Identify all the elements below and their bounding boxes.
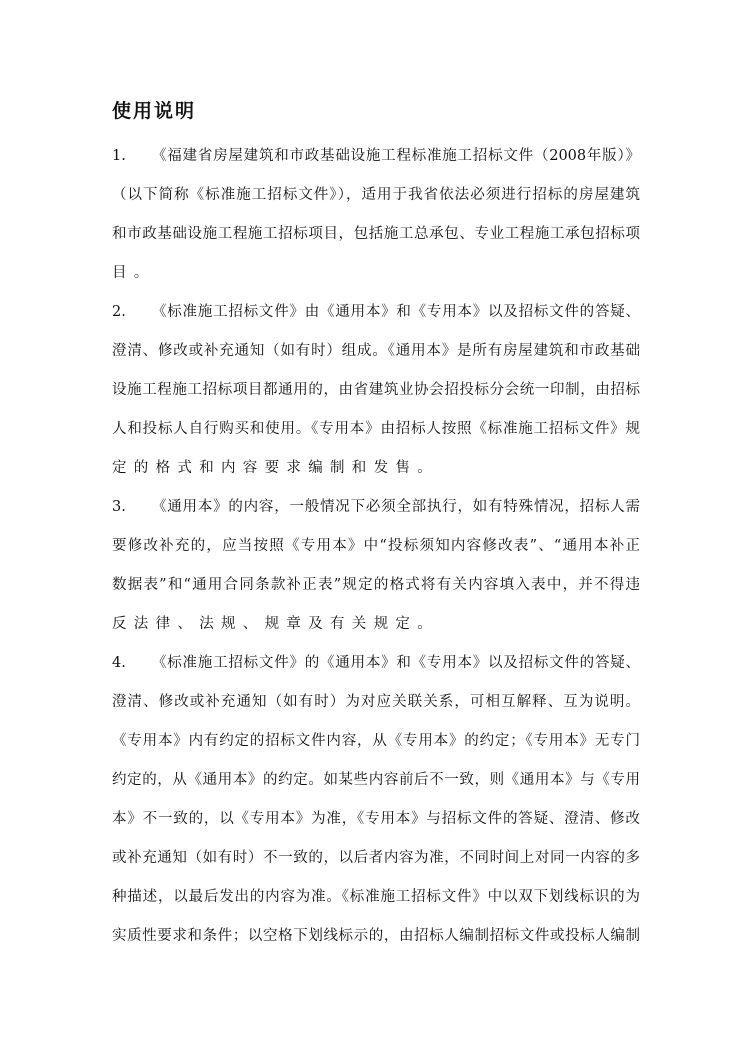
line-text: 《标准施工招标文件》由《通用本》和《专用本》以及招标文件的答疑、 — [152, 304, 640, 320]
paragraph-number: 4. — [112, 655, 126, 671]
line-text: 本》不一致的，以《专用本》为准，《专用本》与招标文件的答疑、澄清、修改 — [112, 811, 640, 827]
line-text: 反法律、法规、规章及有关规定。 — [112, 616, 439, 632]
paragraph-2-line — [112, 340, 640, 362]
paragraph-number: 2. — [112, 304, 126, 320]
line-text: 《通用本》的内容，一般情况下必须全部执行，如有特殊情况，招标人需 — [152, 499, 640, 515]
paragraph-4-line — [112, 886, 640, 908]
line-text: 目。 — [112, 265, 156, 281]
paragraph-4-line — [112, 808, 640, 830]
paragraph-2-line — [112, 301, 640, 323]
paragraph-2-line — [112, 457, 640, 479]
line-text: 澄清、修改或补充通知（如有时）为对应关联关系，可相互解释、互为说明。 — [112, 694, 640, 710]
paragraph-1-line — [112, 262, 640, 284]
line-text: 《专用本》内有约定的招标文件内容，从《专用本》的约定；《专用本》无专门 — [112, 733, 640, 749]
line-text: 种描述，以最后发出的内容为准。《标准施工招标文件》中以双下划线标识的为 — [112, 889, 640, 905]
page-title: 使用说明 — [112, 100, 197, 122]
paragraph-1-line — [112, 223, 640, 245]
paragraph-number: 3. — [112, 499, 126, 515]
line-text: 和市政基础设施工程施工招标项目，包括施工总承包、专业工程施工承包招标项 — [112, 226, 640, 242]
paragraph-4-line — [112, 847, 640, 869]
line-text: 要修改补充的，应当按照《专用本》中“投标须知内容修改表”、“通用本补正 — [112, 538, 640, 554]
paragraph-2-line — [112, 379, 640, 401]
paragraph-2-line — [112, 418, 640, 440]
paragraph-4-line — [112, 925, 640, 947]
paragraph-3-line — [112, 496, 640, 518]
paragraph-4-line — [112, 691, 640, 713]
paragraph-4-line — [112, 652, 640, 674]
line-text: 定的格式和内容要求编制和发售。 — [112, 460, 439, 476]
paragraph-3-line — [112, 613, 640, 635]
paragraph-3-line — [112, 535, 640, 557]
line-text: 或补充通知（如有时）不一致的，以后者内容为准，不同时间上对同一内容的多 — [112, 850, 640, 866]
line-text: 设施工程施工招标项目都通用的，由省建筑业协会招投标分会统一印制，由招标 — [112, 382, 640, 398]
line-text: 澄清、修改或补充通知（如有时）组成。《通用本》是所有房屋建筑和市政基础 — [112, 343, 640, 359]
line-text: 《福建省房屋建筑和市政基础设施工程标准施工招标文件（2008年版）》 — [152, 148, 640, 164]
paragraph-4-line — [112, 730, 640, 752]
paragraph-1-line — [112, 184, 640, 206]
paragraph-4-line — [112, 769, 640, 791]
paragraph-number: 1. — [112, 148, 126, 164]
paragraph-1-line — [112, 145, 640, 167]
line-text: 约定的，从《通用本》的约定。如某些内容前后不一致，则《通用本》与《专用 — [112, 772, 640, 788]
paragraph-3-line — [112, 574, 640, 596]
line-text: 《标准施工招标文件》的《通用本》和《专用本》以及招标文件的答疑、 — [152, 655, 640, 671]
line-text: （以下简称《标准施工招标文件》），适用于我省依法必须进行招标的房屋建筑 — [112, 187, 640, 203]
line-text: 实质性要求和条件；以空格下划线标示的，由招标人编制招标文件或投标人编制 — [112, 928, 640, 944]
line-text: 数据表”和“通用合同条款补正表”规定的格式将有关内容填入表中，并不得违 — [112, 577, 640, 593]
line-text: 人和投标人自行购买和使用。《专用本》由招标人按照《标准施工招标文件》规 — [112, 421, 640, 437]
